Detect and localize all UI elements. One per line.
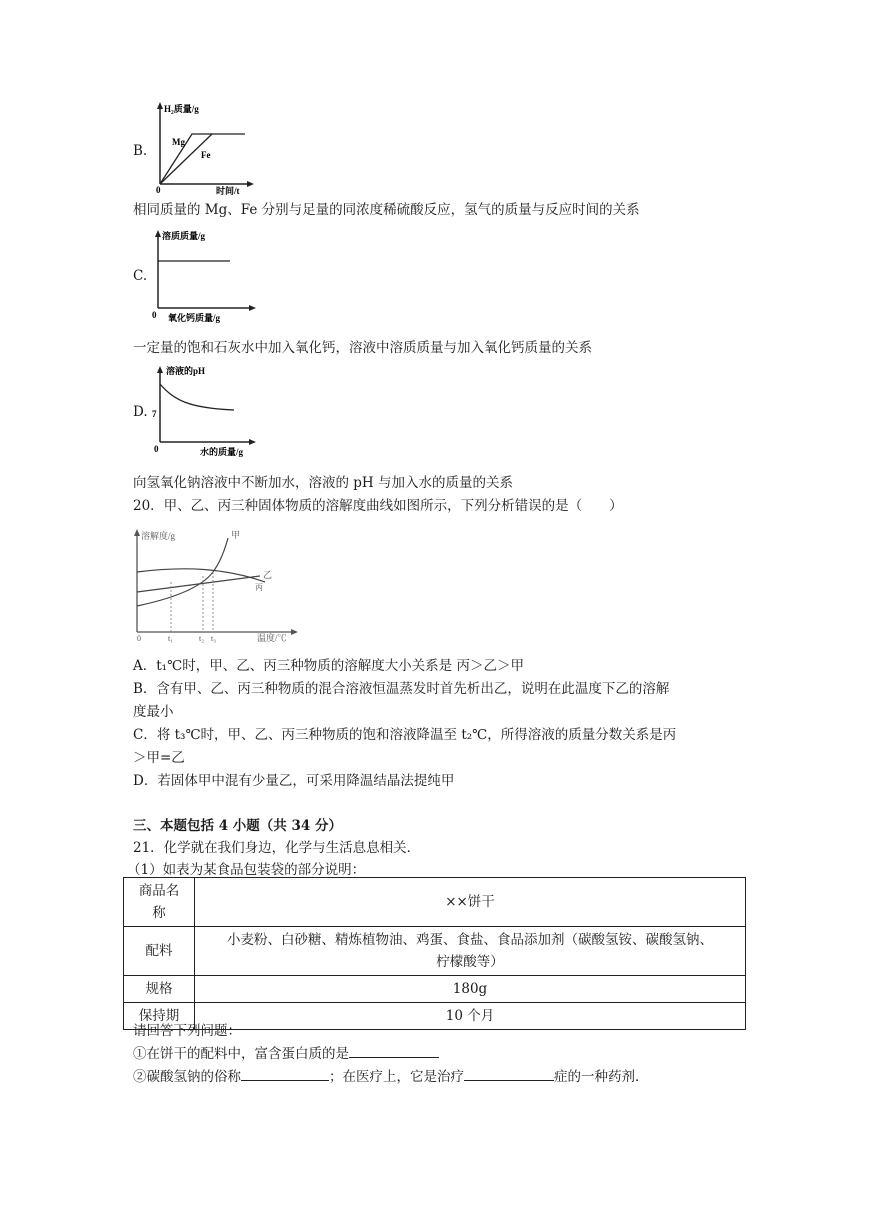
table-key: 保持期 bbox=[124, 1003, 195, 1030]
graph-d-xlabel: 水的质量/g bbox=[200, 447, 244, 457]
table-value: 10 个月 bbox=[195, 1003, 746, 1030]
y-arrow bbox=[134, 529, 140, 536]
question-a bbox=[133, 1042, 439, 1062]
graph-b-xlabel: 时间/t bbox=[216, 186, 240, 196]
origin-label: 0 bbox=[152, 310, 157, 320]
origin-label: 0 bbox=[156, 185, 161, 195]
curve-yi-label: 乙 bbox=[263, 570, 273, 580]
answer-blank-a[interactable] bbox=[349, 1043, 439, 1058]
table-key: 规格 bbox=[124, 976, 195, 1003]
mg-label: Mg bbox=[172, 137, 185, 147]
graph-b-ylabel: H₂质量/g bbox=[164, 104, 199, 114]
y-arrow bbox=[155, 230, 161, 237]
t3-label: t₃ bbox=[211, 634, 217, 643]
option-b-label: B. bbox=[133, 143, 148, 159]
solubility-xlabel: 温度/℃ bbox=[257, 633, 287, 643]
solubility-ylabel: 溶解度/g bbox=[141, 531, 176, 541]
q20-option-c: C．将 t₃℃时，甲、乙、丙三种物质的饱和溶液降温至 t₂℃，所得溶液的质量分数关系是丙 bbox=[133, 727, 677, 743]
solubility-graph bbox=[125, 524, 305, 644]
graph-c-ylabel: 溶质质量/g bbox=[162, 231, 206, 241]
origin-label: 0 bbox=[137, 634, 141, 643]
table-row bbox=[124, 927, 746, 976]
question-b-text2: ；在医疗上，它是治疗 bbox=[329, 1069, 464, 1085]
table-value: 180g bbox=[195, 976, 746, 1003]
question-a-text: ①在饼干的配料中，富含蛋白质的是 bbox=[133, 1046, 349, 1062]
table-row bbox=[124, 878, 746, 927]
q20-option-b-cont: 度最小 bbox=[133, 704, 174, 720]
origin-label: 0 bbox=[154, 444, 159, 454]
graph-d-ylabel: 溶液的pH bbox=[166, 366, 206, 376]
question-b-text1: ②碳酸氢钠的俗称 bbox=[133, 1069, 241, 1085]
graph-d bbox=[150, 362, 265, 460]
curve-bing bbox=[137, 569, 265, 582]
curve-jia-label: 甲 bbox=[231, 530, 241, 540]
x-arrow bbox=[247, 181, 254, 187]
graph-c bbox=[148, 226, 263, 326]
answer-blank-b2[interactable] bbox=[464, 1066, 554, 1081]
question-b bbox=[133, 1065, 649, 1085]
ph7-tick: 7 bbox=[152, 409, 157, 419]
t1-label: t₁ bbox=[168, 634, 174, 643]
q20-option-b: B．含有甲、乙、丙三种物质的混合溶液恒温蒸发时首先析出乙，说明在此温度下乙的溶解 bbox=[133, 681, 670, 697]
option-c-caption: 一定量的饱和石灰水中加入氧化钙，溶液中溶质质量与加入氧化钙质量的关系 bbox=[133, 340, 592, 356]
x-arrow bbox=[249, 439, 256, 445]
q20-option-c-cont: ＞甲=乙 bbox=[133, 750, 185, 766]
ask-text: 请回答下列问题： bbox=[133, 1023, 241, 1039]
y-arrow bbox=[157, 366, 163, 373]
table-value: ××饼干 bbox=[195, 878, 746, 927]
curve-jia bbox=[137, 538, 228, 606]
option-b-caption: 相同质量的 Mg、Fe 分别与足量的同浓度稀硫酸反应，氢气的质量与反应时间的关系 bbox=[133, 202, 640, 218]
curve-bing-label: 丙 bbox=[255, 583, 263, 592]
option-c-label: C. bbox=[133, 268, 148, 284]
q21-sub1: （1）如表为某食品包装袋的部分说明： bbox=[127, 862, 366, 878]
section-heading: 三、本题包括 4 小题（共 34 分） bbox=[133, 818, 342, 834]
q20-stem: 20．甲、乙、丙三种固体物质的溶解度曲线如图所示，下列分析错误的是（ ） bbox=[133, 498, 623, 514]
table-row bbox=[124, 976, 746, 1003]
food-info-table bbox=[123, 877, 746, 1030]
question-b-text3: 症的一种药剂． bbox=[554, 1069, 649, 1085]
ph-curve bbox=[160, 384, 234, 410]
table-key: 商品名 称 bbox=[124, 878, 195, 927]
y-arrow bbox=[157, 102, 163, 109]
q20-option-d: D．若固体甲中混有少量乙，可采用降温结晶法提纯甲 bbox=[133, 773, 455, 789]
fe-label: Fe bbox=[201, 150, 211, 160]
table-key: 配料 bbox=[124, 927, 195, 976]
option-d-caption: 向氢氧化钠溶液中不断加水，溶液的 pH 与加入水的质量的关系 bbox=[133, 475, 513, 491]
q20-option-a: A．t₁℃时，甲、乙、丙三种物质的溶解度大小关系是 丙＞乙＞甲 bbox=[133, 658, 524, 674]
t2-label: t₂ bbox=[199, 634, 205, 643]
answer-blank-b1[interactable] bbox=[241, 1066, 329, 1081]
curve-yi bbox=[137, 576, 260, 592]
table-value: 小麦粉、白砂糖、精炼植物油、鸡蛋、食盐、食品添加剂（碳酸氢铵、碳酸氢钠、 柠檬酸等） bbox=[195, 927, 746, 976]
x-arrow bbox=[291, 629, 298, 635]
option-d-label: D. bbox=[133, 404, 148, 420]
q21-stem: 21．化学就在我们身边，化学与生活息息相关． bbox=[133, 840, 421, 856]
x-arrow bbox=[249, 305, 256, 311]
graph-c-xlabel: 氧化钙质量/g bbox=[168, 313, 221, 323]
graph-b bbox=[150, 98, 260, 196]
